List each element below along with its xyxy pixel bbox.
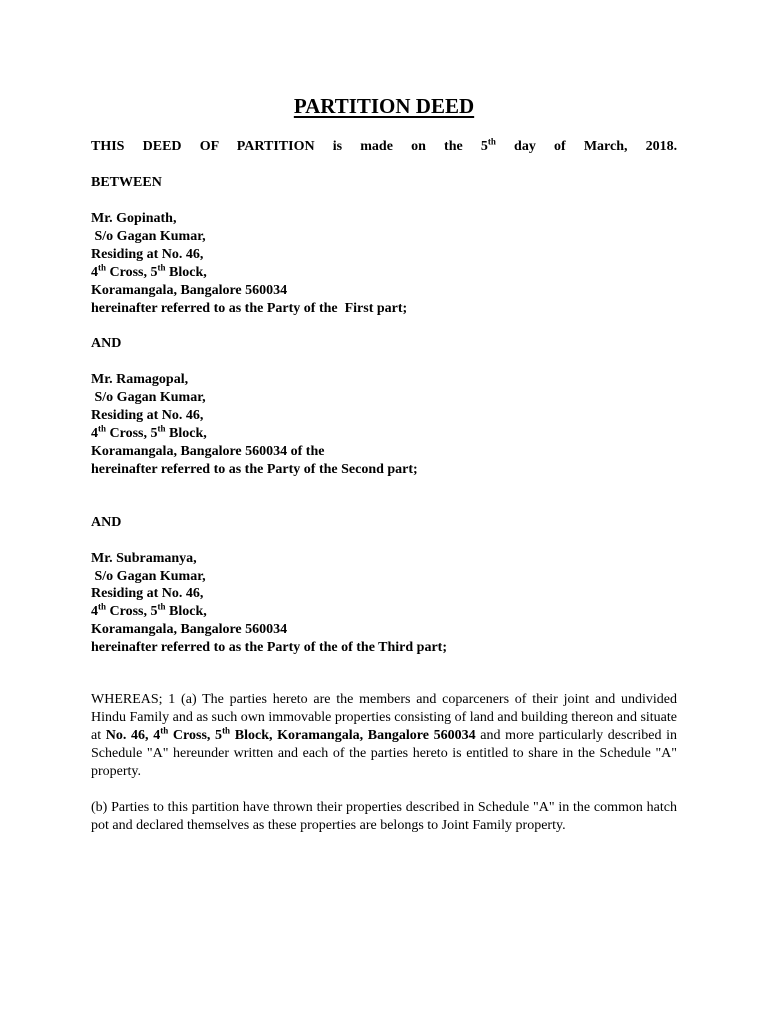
opening-word: OF [199, 139, 219, 154]
and-heading-2: AND [91, 515, 122, 530]
party3-reference: hereinafter referred to as the Party of the of the Third part; [91, 640, 448, 655]
opening-word: the [444, 139, 463, 154]
whereas-text-continued: and more particularly described in Schedule "A" hereunder written and each of the parties hereto is entitled to share in the Schedule "A" property. [91, 728, 678, 779]
day-suffix: th [487, 136, 496, 147]
cross-suffix: th [98, 423, 107, 434]
between-heading: BETWEEN [91, 175, 162, 190]
cross-text: Cross, 5 [106, 604, 158, 619]
clause-b-paragraph: (b) Parties to this partition have thrown their properties described in Schedule "A" in the common hatch pot and declared themselves as these properties are belongs to Joint Family property. [91, 800, 677, 833]
opening-word: March, [583, 139, 628, 154]
party2-parent: S/o Gagan Kumar, [91, 390, 206, 405]
party2-reference: hereinafter referred to as the Party of the Second part; [91, 462, 418, 477]
cross-number: 4 [91, 426, 98, 441]
document-title [0, 94, 768, 119]
cross-suffix: th [98, 601, 107, 612]
party3-city: Koramangala, Bangalore 560034 [91, 622, 288, 637]
address-suffix: th [160, 725, 169, 736]
block-text: Block, [165, 426, 207, 441]
party3-name: Mr. Subramanya, [91, 551, 197, 566]
address-part: Cross, 5 [168, 728, 223, 743]
block-suffix: th [157, 423, 166, 434]
opening-word: on [411, 139, 426, 154]
and-heading-1: AND [91, 336, 122, 351]
opening-word: of [553, 139, 566, 154]
property-address [105, 725, 476, 743]
opening-word: is [332, 139, 343, 154]
whereas-paragraph [91, 691, 677, 781]
party1-city: Koramangala, Bangalore 560034 [91, 283, 288, 298]
party3-parent: S/o Gagan Kumar, [91, 569, 206, 584]
opening-word: DEED [142, 139, 182, 154]
cross-number: 4 [91, 265, 98, 280]
party2-residing: Residing at No. 46, [91, 408, 204, 423]
block-suffix: th [157, 601, 166, 612]
cross-text: Cross, 5 [106, 426, 158, 441]
address-suffix: th [222, 725, 231, 736]
party1-reference: hereinafter referred to as the Party of the First part; [91, 301, 408, 316]
opening-word: THIS [91, 139, 125, 154]
opening-line [91, 138, 677, 156]
party3-cross-block [91, 603, 207, 621]
cross-text: Cross, 5 [106, 265, 158, 280]
opening-word: day [514, 139, 536, 154]
day-number: 5 [480, 139, 488, 154]
party2-cross-block [91, 425, 207, 443]
party1-name: Mr. Gopinath, [91, 211, 177, 226]
block-text: Block, [165, 265, 207, 280]
party2-name: Mr. Ramagopal, [91, 372, 189, 387]
opening-word: made [360, 139, 393, 154]
party1-cross-block [91, 264, 207, 282]
party1-parent: S/o Gagan Kumar, [91, 229, 206, 244]
whereas-text: WHEREAS; 1 (a) The parties hereto are the members and coparceners of their joint and undivided Hindu Family and as such own immovable properties consisting of land and building thereon and situate at [91, 692, 677, 743]
address-part: Block, Koramangala, Bangalore 560034 [230, 728, 476, 743]
cross-suffix: th [98, 262, 107, 273]
party1-residing: Residing at No. 46, [91, 247, 204, 262]
opening-word: PARTITION [236, 139, 315, 154]
title-text: PARTITION DEED [293, 94, 475, 118]
block-text: Block, [165, 604, 207, 619]
opening-word: 2018. [645, 139, 678, 154]
address-part: No. 46, 4 [105, 728, 161, 743]
cross-number: 4 [91, 604, 98, 619]
opening-day [480, 136, 496, 154]
party3-residing: Residing at No. 46, [91, 586, 204, 601]
party2-city: Koramangala, Bangalore 560034 of the [91, 444, 325, 459]
block-suffix: th [157, 262, 166, 273]
